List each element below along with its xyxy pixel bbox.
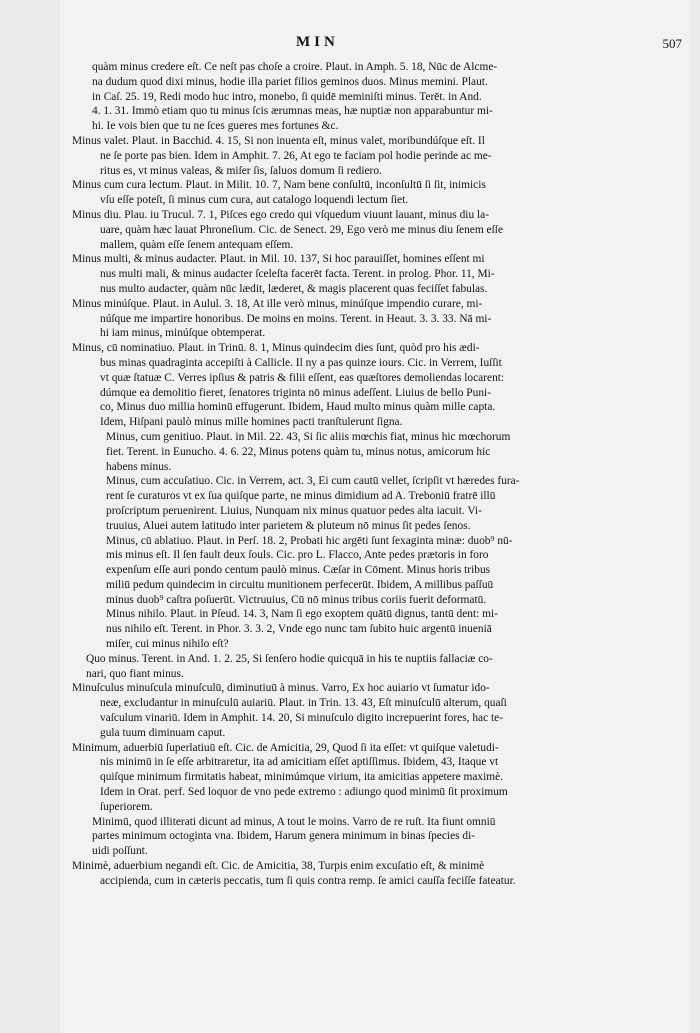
text-line: ſuperiorem. xyxy=(100,800,153,813)
text-line: ritus es, vt minus valeas, & miſer ſis, ſaluos domum ſi rediero. xyxy=(100,164,382,177)
text-line: vt quæ ſtatuæ C. Verres ipſius & patris & filii eſſent, eas quæſtores demoliendas locarent: xyxy=(100,371,505,384)
text-line: rent ſe curaturos vt ex ſua quiſque parte, ne minus dimidium ad A. Treboniū fratrē illū xyxy=(106,490,496,503)
text-line: habens minus. xyxy=(106,460,172,473)
text-line: hi. Ie vois bien que tu ne ſces gueres mes fortunes &c. xyxy=(92,120,339,133)
text-line: Minus, cū ablatiuo. Plaut. in Perſ. 18. 2, Probati hic argēti ſunt ſexaginta minæ: duob⁹ nū- xyxy=(106,534,513,547)
text-line: Minus cum cura lectum. Plaut. in Milit. 10. 7, Nam bene conſultū, inconſultū ſi ſit, inimicis xyxy=(72,179,486,192)
text-line: quàm minus credere eſt. Ce neſt pas choſe a croire. Plaut. in Amph. 5. 18, Nūc de Alcme- xyxy=(92,61,498,73)
text-line: vſu eſſe poteſt, ſi minus cum cura, aut catalogo loquendi lectum ſiet. xyxy=(100,194,409,207)
text-line: Minus, cum accuſatiuo. Cic. in Verrem, act. 3, Ei cum cautū vellet, ſcripſit vt hæredes fura- xyxy=(106,475,520,488)
text-line: Minus valet. Plaut. in Bacchid. 4. 15, Si non inuenta eſt, minus valet, moribundúſque eſt. Il xyxy=(72,134,485,147)
text-line: núſque me impartire honoribus. De moins en moins. Terent. in Heaut. 3. 3. 33. Nā mi- xyxy=(100,312,492,325)
text-line: quiſque minimum firmitatis habeat, minimúmque virium, ita amicitias appetere maximè. xyxy=(100,771,504,784)
text-line: dúmque ea demolitio fieret, ſenatores triginta nō minus adeſſent. Liuius de bello Puni- xyxy=(100,386,491,399)
text-line: uare, quàm hæc lauat Phroneſium. Cic. de Senect. 29, Ego verò me minus diu ſenem eſſe xyxy=(100,223,503,236)
text-line: Quo minus. Terent. in And. 1. 2. 25, Si ſenſero hodie quicquā in his te nuptiis fallaciæ co- xyxy=(86,652,493,665)
text-line: fiet. Terent. in Eunucho. 4. 6. 22, Minus potens quàm tu, minus notus, amicorum hic xyxy=(106,445,491,458)
text-line: accipienda, cum in cæteris peccatis, tum ſi quis contra remp. ſe amici cauſſa feciſſe fateatur. xyxy=(100,874,516,887)
text-line: ne ſe porte pas bien. Idem in Amphit. 7. 26, At ego te faciam pol hodie perinde ac me- xyxy=(100,149,492,162)
text-line: 4. 1. 31. Immò etiam quo tu minus ſcis ærumnas meas, hæ nuptiæ non apparabuntur mi- xyxy=(92,105,493,118)
text-line: Minus, cū nominatiuo. Plaut. in Trinū. 8. 1, Minus quindecim dies ſunt, quòd pro his ædi- xyxy=(72,342,480,355)
text-line: minus duob⁹ caſtra poſuerūt. Victruuius, Cū nō minus tribus coriis fuerit deformatū. xyxy=(106,593,487,606)
text-line: Minus nihilo. Plaut. in Pſeud. 14. 3, Nam ſi ego exoptem quātū dignus, tantū dent: mi- xyxy=(106,608,498,621)
text-line: co, Minus duo millia hominū effugerunt. Ibidem, Haud multo minus quàm mille capta. xyxy=(100,401,496,414)
text-line: nus nihilo eſt. Terent. in Phor. 3. 3. 2, Vnde ego nunc tam ſubito huic argentū inueniā xyxy=(106,623,492,636)
text-line: Minus, cum genitiuo. Plaut. in Mil. 22. 43, Si ſic aliis mœchis fiat, minus hic mœchorum xyxy=(106,430,511,443)
text-line: Minus multi, & minus audacter. Plaut. in Mil. 10. 137, Si hoc parauiſſet, homines eſſent mi xyxy=(72,253,485,266)
text-line: nari, quo fiant minus. xyxy=(86,667,184,680)
text-line: na dudum quod dixi minus, hodie illa pariet filios geminos duos. Minus memini. Plaut. xyxy=(92,75,488,88)
text-line: Minimum, aduerbiū ſuperlatiuū eſt. Cic. de Amicitia, 29, Quod ſi ita eſſet: vt quiſque valetudi- xyxy=(72,741,499,754)
text-line: Minuſculus minuſcula minuſculū, diminutiuū à minus. Varro, Ex hoc auiario vt ſumatur ido- xyxy=(72,682,490,695)
text-line: uidi poſſunt. xyxy=(92,845,148,858)
text-line: mis minus eſt. Il ſen fault deux ſouls. Cic. pro L. Flacco, Ante pedes prætoris in foro xyxy=(106,549,489,562)
text-line: nus multo audacter, quàm nūc lædit, læderet, & magis placerent quas feciſſet fabulas. xyxy=(100,282,488,295)
dictionary-body-text xyxy=(72,60,672,889)
text-line: bus minas quadraginta accepiſti à Callicle. Il ny a pas quinze iours. Cic. in Verrem, Iuſſit xyxy=(100,356,502,369)
text-line: mallem, quàm eſſe ſenem antequam eſſem. xyxy=(100,238,294,251)
text-line: nis minimū in ſe eſſe arbitraretur, ita ad amicitiam eſſet aptiſſimus. Ibidem, 43, Itaque vt xyxy=(100,756,499,769)
text-line: miſer, cui minus nihilo eſt? xyxy=(106,638,229,651)
text-line: Minus diu. Plau. iu Trucul. 7. 1, Piſces ego credo qui vſquedum viuunt lauant, minus diu la- xyxy=(72,208,489,221)
text-line: Minimū, quod illiterati dicunt ad minus, A tout le moins. Varro de re ruſt. Ita fiunt omniū xyxy=(92,815,496,828)
text-line: partes minimum octoginta vna. Ibidem, Harum genera minimum in binas ſpecies di- xyxy=(92,830,476,843)
text-line: Minus minúſque. Plaut. in Aulul. 3. 18, At ille verò minus, minúſque impendio curare, mi- xyxy=(72,297,483,310)
page-number: 507 xyxy=(662,36,682,51)
running-head: MIN xyxy=(296,34,339,50)
text-line: Idem in Orat. perf. Sed loquor de vno pede extremo : adiungo quod minimū ſit proximum xyxy=(100,786,508,799)
text-line: Minimè, aduerbium negandi eſt. Cic. de Amicitia, 38, Turpis enim excuſatio eſt, & minimè xyxy=(72,860,485,873)
text-line: Idem, Hiſpani paulò minus mille homines pacti tranſtulerunt ſigna. xyxy=(100,416,403,429)
text-line: truuius, Aluei autem latitudo inter parietem & pluteum nō minus ſit pedes ſenos. xyxy=(106,519,471,532)
text-line: proſcriptum peruenirent. Liuius, Nunquam nix minus quatuor pedes alta iacuit. Vi- xyxy=(106,504,482,517)
text-line: hi iam minus, minúſque obtemperat. xyxy=(100,327,266,340)
text-line: in Caſ. 25. 19, Redi modo huc intro, monebo, ſi quidē meminiſti minus. Terēt. in And. xyxy=(92,90,482,103)
text-line: expenſum eſſe auri pondo centum paulò minus. Cæſar in Cōment. Minus horis tribus xyxy=(106,564,491,577)
text-line: gula tuum diminuam caput. xyxy=(100,726,226,739)
text-line: neæ, excludantur in minuſculū auiariū. Plaut. in Trin. 13. 43, Eſt minuſculū alterum, quaſi xyxy=(100,697,507,710)
text-line: miliū pedum quindecim in circuitu munitionem perfecerūt. Ibidem, A millibus paſſuū xyxy=(106,578,494,591)
text-line: nus multi mali, & minus audacter ſceleſta facerēt facta. Terent. in prolog. Phor. 11, Mi- xyxy=(100,268,495,281)
text-line: vaſculum vinariū. Idem in Amphit. 14. 20, Si minuſculo digito increpuerint fores, hac te- xyxy=(100,712,504,725)
